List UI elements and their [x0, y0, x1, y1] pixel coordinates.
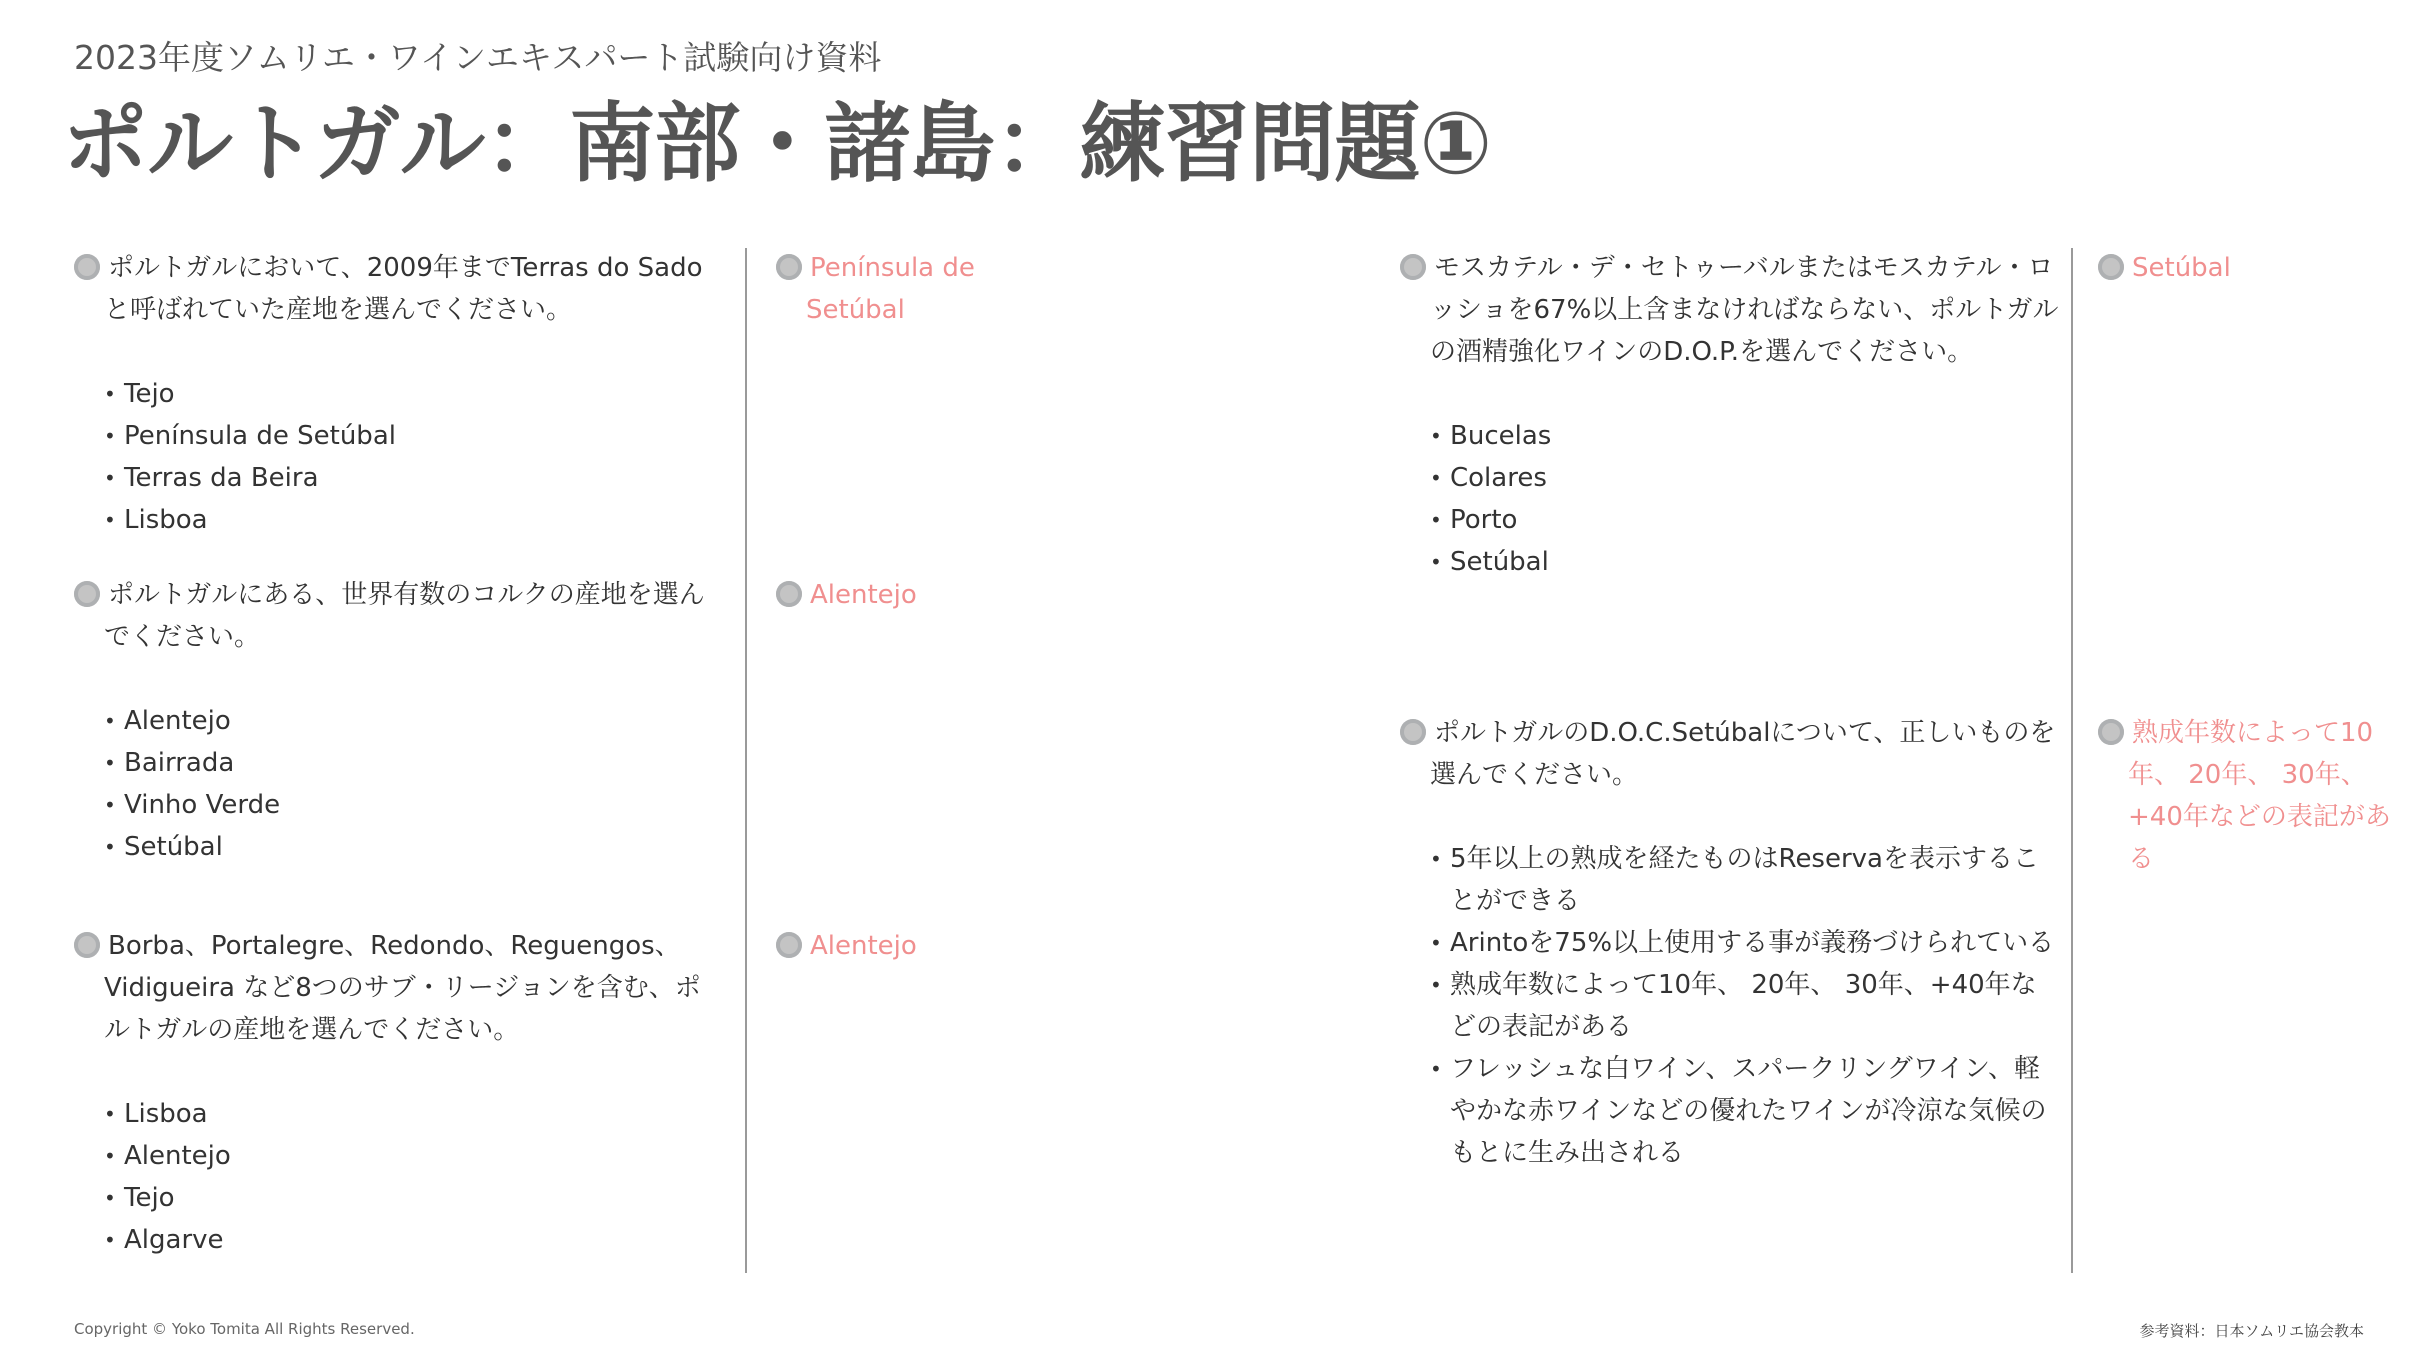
- question-text: Borba、Portalegre、Redondo、Reguengos、Vidigueira など8つのサブ・リージョンを含む、ポルトガルの産地を選んでください。: [104, 931, 701, 1045]
- answer-bullet-icon: [2098, 254, 2124, 280]
- question-text: ポルトガルにおいて、2009年までTerras do Sadoと呼ばれていた産地を選んでください。: [104, 253, 703, 325]
- option-item: • Lisboa: [104, 1093, 724, 1135]
- answer-text: Setúbal: [2132, 253, 2231, 283]
- question-bullet-icon: [1400, 719, 1426, 745]
- question-2: [74, 574, 724, 868]
- answer-3: [776, 925, 1066, 967]
- option-item: • Vinho Verde: [104, 784, 724, 826]
- option-item: • Bairrada: [104, 742, 724, 784]
- answer-text: Alentejo: [810, 931, 917, 961]
- question-3: [74, 925, 724, 1261]
- answer-text: Península de Setúbal: [806, 253, 975, 325]
- copyright: Copyright © Yoko Tomita All Rights Reserved.: [74, 1320, 415, 1338]
- option-item: • Arintoを75%以上使用する事が義務づけられている: [1430, 922, 2060, 964]
- question-5: [1400, 712, 2060, 1174]
- option-item: • 熟成年数によって10年、 20年、 30年、+40年などの表記がある: [1430, 964, 2060, 1048]
- answer-text: Alentejo: [810, 580, 917, 610]
- question-text: ポルトガルのD.O.C.Setúbalについて、正しいものを選んでください。: [1430, 718, 2056, 790]
- option-item: • Setúbal: [1430, 541, 2060, 583]
- option-item: • Alentejo: [104, 700, 724, 742]
- option-list: [74, 1093, 724, 1261]
- question-bullet-icon: [74, 254, 100, 280]
- option-item: • 5年以上の熟成を経たものはReservaを表示することができる: [1430, 838, 2060, 922]
- option-item: • フレッシュな白ワイン、スパークリングワイン、軽やかな赤ワインなどの優れたワインが冷涼な気候のもとに生み出される: [1430, 1048, 2060, 1174]
- option-item: • Tejo: [104, 1177, 724, 1219]
- column-divider-left: [745, 248, 747, 1273]
- answer-2: [776, 574, 1066, 616]
- option-item: • Colares: [1430, 457, 2060, 499]
- option-item: • Tejo: [104, 373, 724, 415]
- question-bullet-icon: [1400, 254, 1426, 280]
- answer-4: [2098, 247, 2388, 289]
- option-item: • Bucelas: [1430, 415, 2060, 457]
- answer-bullet-icon: [2098, 719, 2124, 745]
- answer-text: 熟成年数によって10年、 20年、 30年、+40年などの表記がある: [2128, 718, 2391, 874]
- option-item: • Porto: [1430, 499, 2060, 541]
- option-list: [74, 700, 724, 868]
- question-4: [1400, 247, 2060, 583]
- question-text: ポルトガルにある、世界有数のコルクの産地を選んでください。: [104, 580, 705, 652]
- question-1: [74, 247, 724, 541]
- option-item: • Terras da Beira: [104, 457, 724, 499]
- answer-bullet-icon: [776, 581, 802, 607]
- question-bullet-icon: [74, 581, 100, 607]
- option-item: • Lisboa: [104, 499, 724, 541]
- option-item: • Algarve: [104, 1219, 724, 1261]
- answer-bullet-icon: [776, 932, 802, 958]
- question-bullet-icon: [74, 932, 100, 958]
- question-text: モスカテル・デ・セトゥーバルまたはモスカテル・ロッショを67%以上含まなければならない、ポルトガルの酒精強化ワインのD.O.P.を選んでください。: [1430, 253, 2059, 367]
- answer-5: [2098, 712, 2398, 880]
- option-item: • Península de Setúbal: [104, 415, 724, 457]
- page-subtitle: 2023年度ソムリエ・ワインエキスパート試験向け資料: [74, 38, 882, 77]
- answer-1: [776, 247, 1026, 331]
- option-list: [1400, 838, 2060, 1174]
- answer-bullet-icon: [776, 254, 802, 280]
- reference-source: 参考資料：日本ソムリエ協会教本: [2139, 1322, 2364, 1340]
- option-item: • Setúbal: [104, 826, 724, 868]
- option-list: [74, 373, 724, 541]
- page-title: ポルトガル：南部・諸島：練習問題①: [62, 94, 1492, 194]
- option-list: [1400, 415, 2060, 583]
- column-divider-right: [2071, 248, 2073, 1273]
- option-item: • Alentejo: [104, 1135, 724, 1177]
